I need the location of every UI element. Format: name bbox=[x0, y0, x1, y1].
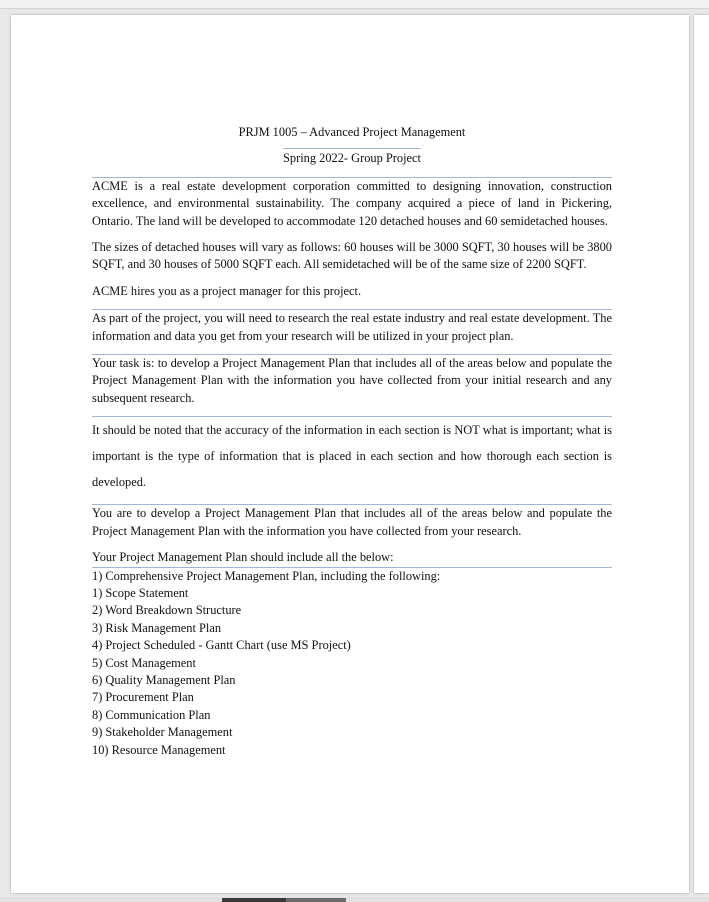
list-item: 8) Communication Plan bbox=[92, 707, 211, 722]
list-heading: 1) Comprehensive Project Management Plan, including the following: bbox=[92, 567, 612, 585]
paragraph-research: As part of the project, you will need to research the real estate industry and real estate development. The information and data you get from your research will be utilized in your project plan. bbox=[92, 309, 612, 345]
paragraph-develop: You are to develop a Project Management Plan that includes all of the areas below and populate the Project Management Plan with the information you have collected from your research. bbox=[92, 504, 612, 540]
list-item: 6) Quality Management Plan bbox=[92, 672, 236, 687]
list-item: 2) Word Breakdown Structure bbox=[92, 603, 242, 618]
list-item: 10) Resource Management bbox=[92, 742, 226, 757]
list-item: 3) Risk Management Plan bbox=[92, 620, 222, 635]
document-subtitle bbox=[92, 150, 612, 167]
document-title: PRJM 1005 – Advanced Project Management bbox=[238, 125, 466, 139]
list-item: 7) Procurement Plan bbox=[92, 690, 194, 705]
document-page bbox=[11, 15, 689, 893]
paragraph-note: It should be noted that the accuracy of the information in each section is NOT what is important; what is important is the type of information that is placed in each section and how thorough each section is developed. bbox=[92, 416, 612, 495]
list-intro: Your Project Management Plan should include all the below: bbox=[92, 550, 394, 565]
subtitle-text: Spring 2022- Group Project bbox=[283, 148, 421, 165]
paragraph-intro: ACME is a real estate development corporation committed to designing innovation, construction excellence, and environmental sustainability. The company acquired a piece of land in Pickering, Ontario. The land will be developed to accommodate 120 detached houses and 60 semidetached houses. bbox=[92, 177, 612, 230]
scrollbar-thumb-highlight bbox=[286, 898, 346, 902]
plan-list bbox=[92, 585, 612, 759]
list-item: 4) Project Scheduled - Gantt Chart (use MS Project) bbox=[92, 638, 351, 653]
viewer-toolbar bbox=[0, 0, 709, 9]
horizontal-scrollbar[interactable] bbox=[0, 897, 709, 902]
list-item: 1) Scope Statement bbox=[92, 585, 189, 600]
paragraph-hire: ACME hires you as a project manager for this project. bbox=[92, 283, 362, 298]
paragraph-sizes: The sizes of detached houses will vary as follows: 60 houses will be 3000 SQFT, 30 houses will be 3800 SQFT, and 30 houses of 5000 SQFT each. All semidetached will be of the same size of 2200 SQFT. bbox=[92, 240, 612, 272]
paragraph-task: Your task is: to develop a Project Management Plan that includes all of the areas below and populate the Project Management Plan with the information you have collected from your initial research and any subsequent research. bbox=[92, 354, 612, 407]
list-item: 5) Cost Management bbox=[92, 655, 196, 670]
list-item: 9) Stakeholder Management bbox=[92, 725, 233, 740]
next-page-edge bbox=[694, 15, 709, 893]
page-content bbox=[92, 124, 612, 759]
